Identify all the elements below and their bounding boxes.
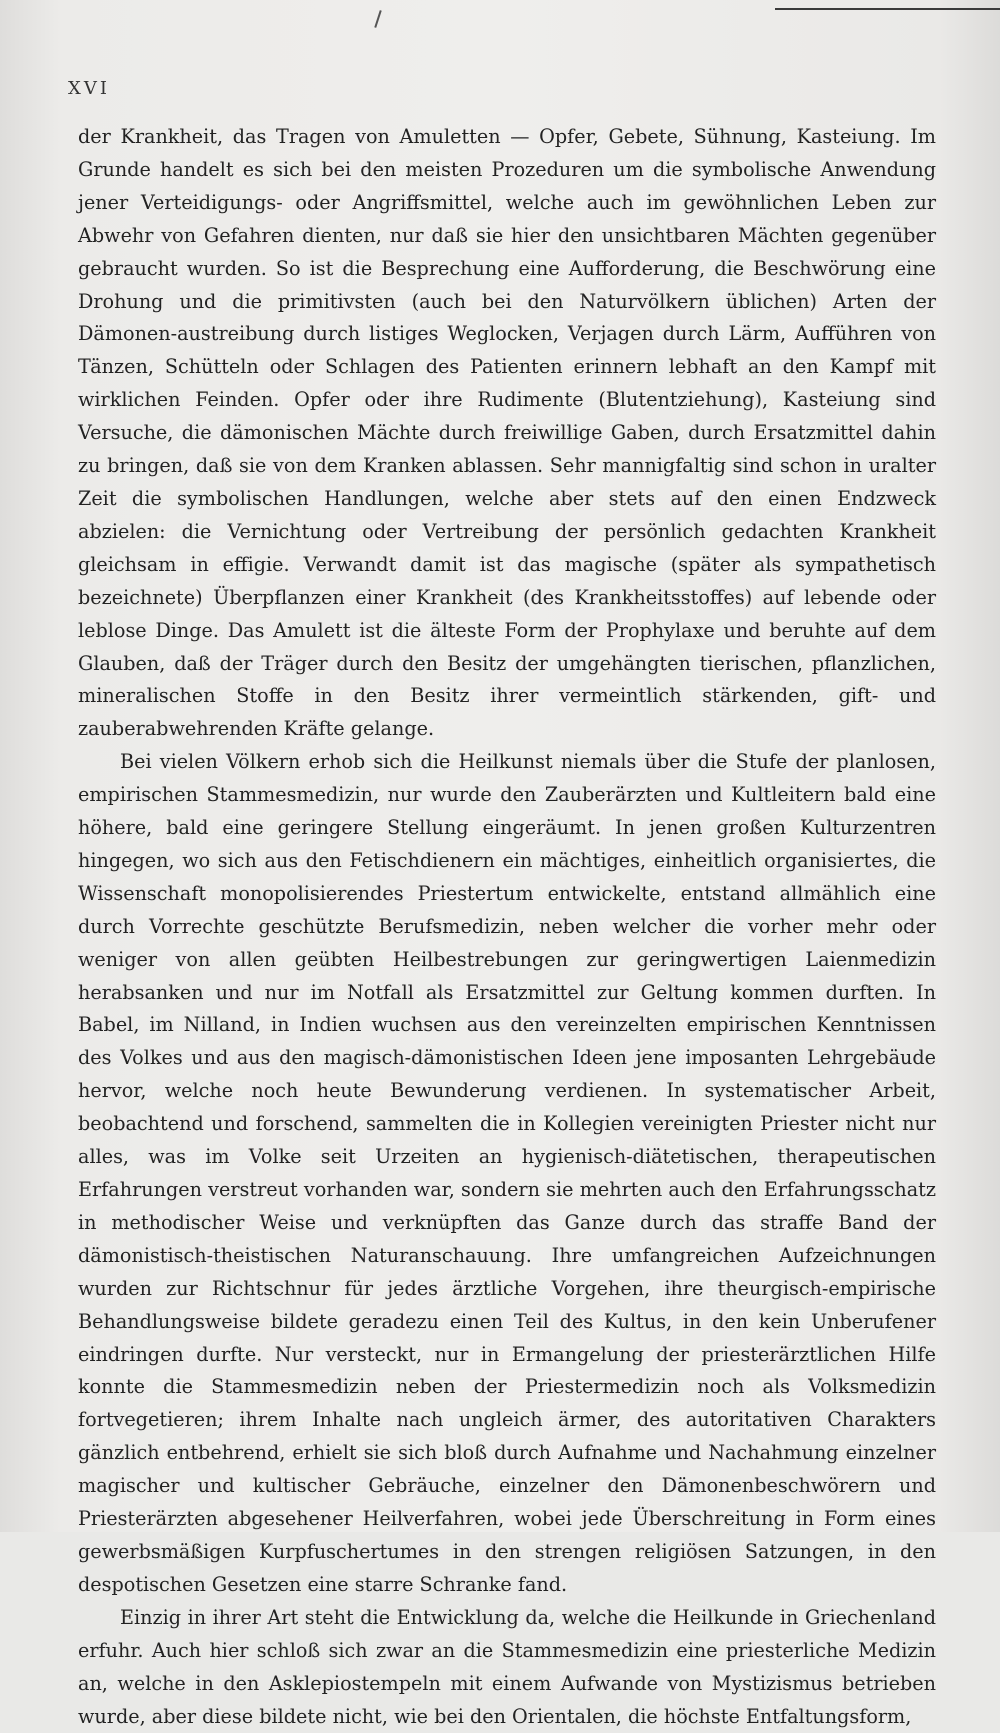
- corner-rule: [775, 8, 1000, 10]
- page-number: XVI: [68, 78, 110, 99]
- pencil-mark: [374, 10, 381, 28]
- paragraph-2: Bei vielen Völkern erhob sich die Heilkunst niemals über die Stufe der planlosen, empirischen Stammesmedizin, nur wurde den Zauberärzten und Kultleitern bald eine höhere, bald eine geringere Stellung eingeräumt. In jenen großen Kulturzentren hingegen, wo sich aus den Fetischdienern ein mächtiges, einheitlich organisiertes, die Wissenschaft monopolisierendes Priestertum entwickelte, entstand allmählich eine durch Vorrechte geschützte Berufsmedizin, neben welcher die vorher mehr oder weniger von allen geübten Heilbestrebungen zur geringwertigen Laienmedizin herabsanken und nur im Notfall als Ersatzmittel zur Geltung kommen durften. In Babel, im Nilland, in Indien wuchsen aus den vereinzelten empirischen Kenntnissen des Volkes und aus den magisch-dämonistischen Ideen jene imposanten Lehrgebäude hervor, welche noch heute Bewunderung verdienen. In systematischer Arbeit, beobachtend und forschend, sammelten die in Kollegien vereinigten Priester nicht nur alles, was im Volke seit Urzeiten an hygienisch-diätetischen, therapeutischen Erfahrungen verstreut vorhanden war, sondern sie mehrten auch den Erfahrungsschatz in methodischer Weise und verknüpften das Ganze durch das straffe Band der dämonistisch-theistischen Naturanschauung. Ihre umfangreichen Aufzeichnungen wurden zur Richtschnur für jedes ärztliche Vorgehen, ihre theurgisch-empirische Behandlungsweise bildete geradezu einen Teil des Kultus, in den kein Unberufener eindringen durfte. Nur versteckt, nur in Ermangelung der priesterärztlichen Hilfe konnte die Stammesmedizin neben der Priestermedizin noch als Volksmedizin fortvegetieren; ihrem Inhalte nach ungleich ärmer, des autoritativen Charakters gänzlich entbehrend, erhielt sie sich bloß durch Aufnahme und Nachahmung einzelner magischer und kultischer Gebräuche, einzelner den Dämonenbeschwörern und Priesterärzten abgesehener Heilverfahren, wobei jede Überschreitung in Form eines gewerbsmäßigen Kurpfuschertumes in den strengen religiösen Satzungen, in den despotischen Gesetzen eine starre Schranke fand.: [78, 750, 936, 1596]
- body-text: [78, 121, 936, 1733]
- paragraph-1: der Krankheit, das Tragen von Amuletten — Opfer, Gebete, Sühnung, Kasteiung. Im Grunde handelt es sich bei den meisten Prozeduren um die symbolische Anwendung jener Verteidigungs- oder Angriffsmittel, welche auch im gewöhnlichen Leben zur Abwehr von Gefahren dienten, nur daß sie hier den unsichtbaren Mächten gegenüber gebraucht wurden. So ist die Besprechung eine Aufforderung, die Beschwörung eine Drohung und die primitivsten (auch bei den Naturvölkern üblichen) Arten der Dämonen-austreibung durch listiges Weglocken, Verjagen durch Lärm, Aufführen von Tänzen, Schütteln oder Schlagen des Patienten erinnern lebhaft an den Kampf mit wirklichen Feinden. Opfer oder ihre Rudimente (Blutentziehung), Kasteiung sind Versuche, die dämonischen Mächte durch freiwillige Gaben, durch Ersatzmittel dahin zu bringen, daß sie von dem Kranken ablassen. Sehr mannigfaltig sind schon in uralter Zeit die symbolischen Handlungen, welche aber stets auf den einen Endzweck abzielen: die Vernichtung oder Vertreibung der persönlich gedachten Krankheit gleichsam in effigie. Verwandt damit ist das magische (später als sympathetisch bezeichnete) Überpflanzen einer Krankheit (des Krankheitsstoffes) auf lebende oder leblose Dinge. Das Amulett ist die älteste Form der Prophylaxe und beruhte auf dem Glauben, daß der Träger durch den Besitz der umgehängten tierischen, pflanzlichen, mineralischen Stoffe in den Besitz ihrer vermeintlich stärkenden, gift- und zauberabwehrenden Kräfte gelange.: [78, 125, 936, 741]
- paragraph-3: Einzig in ihrer Art steht die Entwicklung da, welche die Heilkunde in Griechenland erfuhr. Auch hier schloß sich zwar an die Stammesmedizin eine priesterliche Medizin an, welche in den Asklepiostempeln mit einem Aufwande von Mystizismus betrieben wurde, aber diese bildete nicht, wie bei den Orientalen, die höchste Entfaltungsform,: [78, 1605, 936, 1728]
